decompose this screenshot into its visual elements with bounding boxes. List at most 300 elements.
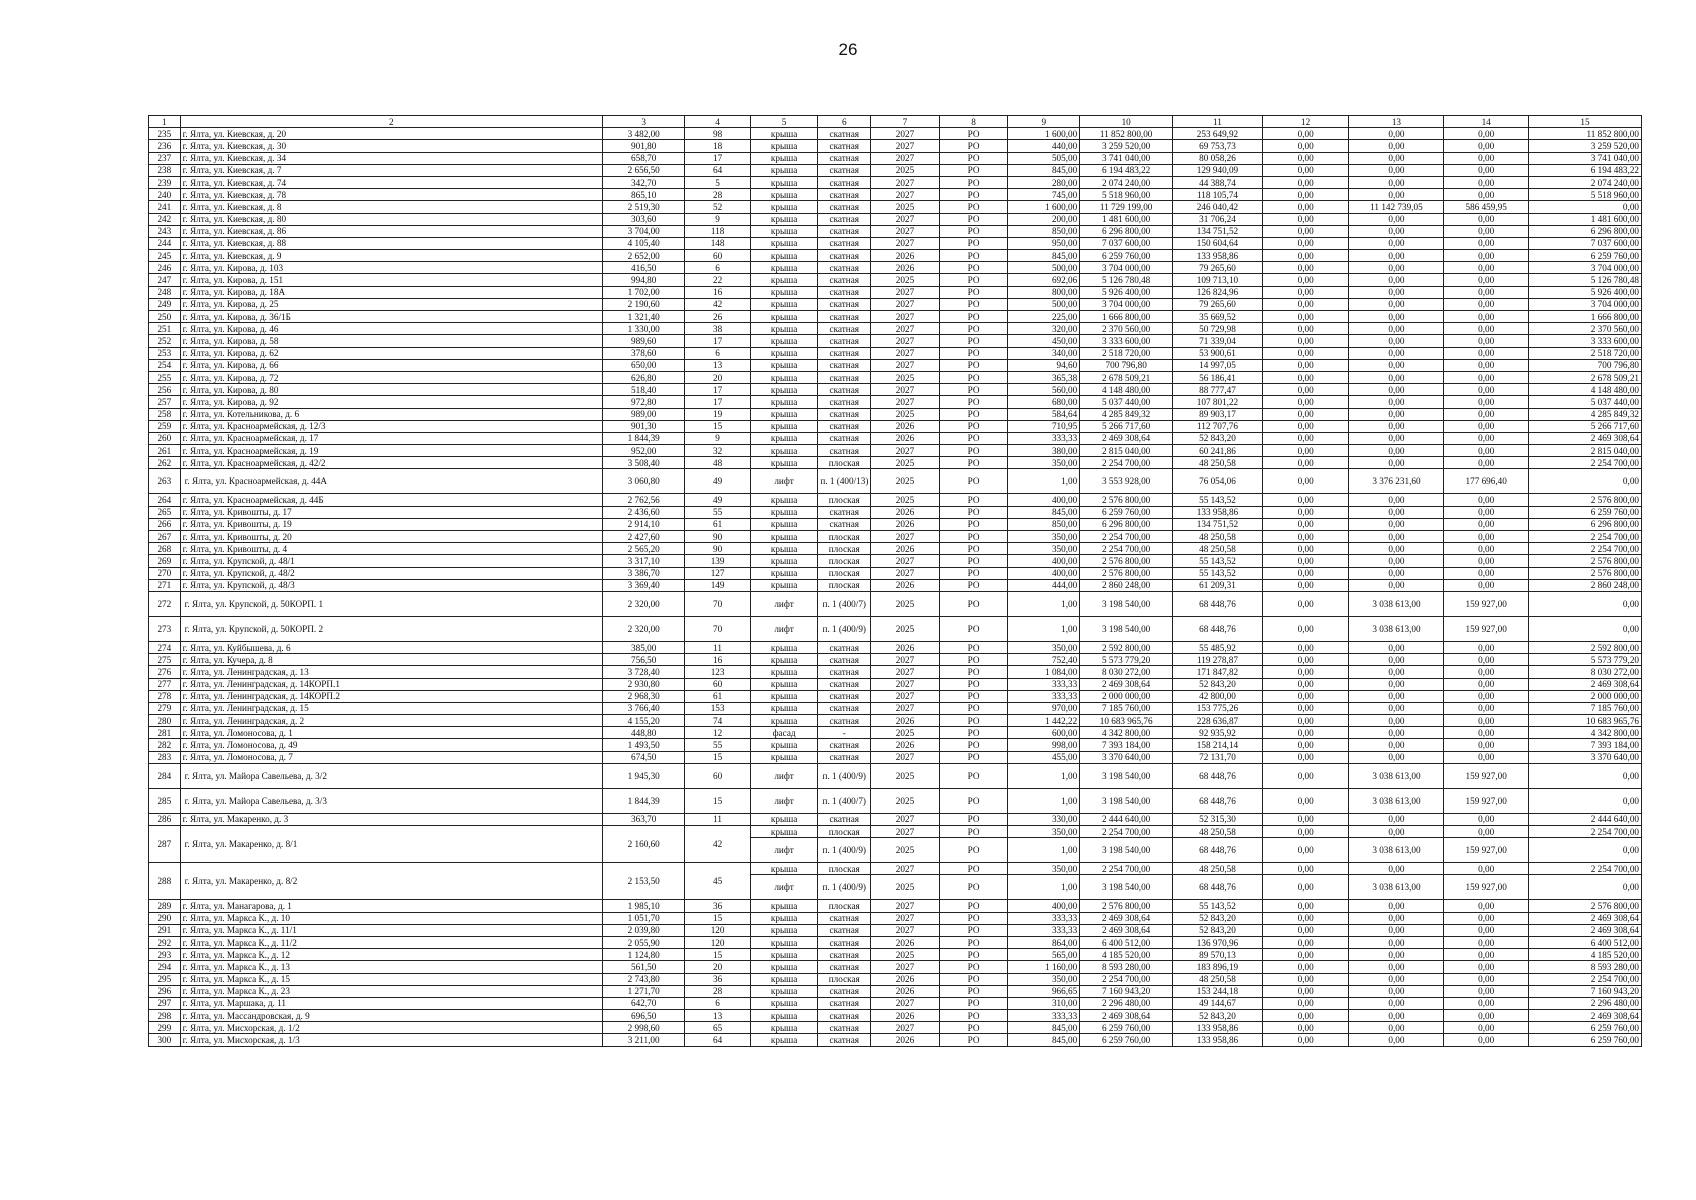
cell-row-number: 253 — [149, 347, 181, 359]
cell-fund-a: 0,00 — [1262, 298, 1349, 310]
table-row — [149, 432, 1642, 444]
header-col-2: 2 — [180, 116, 602, 128]
cell-fund-total: 0,00 — [1528, 875, 1641, 900]
cell-fund-b: 0,00 — [1349, 335, 1444, 347]
cell-address: г. Ялта, ул. Красноармейская, д. 44Б — [180, 494, 602, 506]
cell-source: РО — [939, 518, 1008, 530]
cell-volume: 1 160,00 — [1008, 961, 1080, 973]
cell-fund-a: 0,00 — [1262, 457, 1349, 469]
cell-total-cost: 3 198 540,00 — [1080, 591, 1173, 616]
header-col-13: 13 — [1349, 116, 1444, 128]
cell-row-number: 254 — [149, 359, 181, 371]
cell-year: 2027 — [871, 654, 940, 666]
cell-address: г. Ялта, ул. Майора Савельева, д. 3/2 — [180, 763, 602, 788]
cell-fund-total: 2 815 040,00 — [1528, 445, 1641, 457]
table-row — [149, 494, 1642, 506]
cell-cost-per-unit: 55 485,92 — [1173, 641, 1263, 653]
cell-fund-c: 0,00 — [1444, 250, 1528, 262]
cell-volume: 350,00 — [1008, 641, 1080, 653]
cell-fund-a: 0,00 — [1262, 997, 1349, 1009]
cell-fund-a: 0,00 — [1262, 311, 1349, 323]
cell-total-cost: 3 741 040,00 — [1080, 152, 1173, 164]
cell-source: РО — [939, 555, 1008, 567]
cell-fund-a: 0,00 — [1262, 961, 1349, 973]
cell-fund-b: 0,00 — [1349, 518, 1444, 530]
cell-area: 3 369,40 — [603, 579, 685, 591]
cell-row-number: 251 — [149, 323, 181, 335]
cell-fund-b: 0,00 — [1349, 567, 1444, 579]
cell-fund-a: 0,00 — [1262, 494, 1349, 506]
cell-element: крыша — [750, 1034, 818, 1046]
cell-area: 994,80 — [603, 274, 685, 286]
cell-address: г. Ялта, ул. Киевская, д. 78 — [180, 189, 602, 201]
cell-element: крыша — [750, 997, 818, 1009]
cell-fund-c: 0,00 — [1444, 739, 1528, 751]
cell-row-number: 286 — [149, 813, 181, 825]
cell-fund-a: 0,00 — [1262, 567, 1349, 579]
cell-fund-c: 0,00 — [1444, 432, 1528, 444]
cell-fund-total: 0,00 — [1528, 201, 1641, 213]
cell-row-number: 261 — [149, 445, 181, 457]
cell-fund-total: 2 254 700,00 — [1528, 531, 1641, 543]
cell-fund-total: 6 400 512,00 — [1528, 936, 1641, 948]
cell-fund-total: 2 469 308,64 — [1528, 432, 1641, 444]
cell-fund-b: 0,00 — [1349, 371, 1444, 383]
cell-volume: 845,00 — [1008, 1022, 1080, 1034]
cell-year: 2025 — [871, 949, 940, 961]
cell-source: РО — [939, 900, 1008, 912]
cell-fund-c: 0,00 — [1444, 371, 1528, 383]
cell-address: г. Ялта, ул. Маркса К., д. 15 — [180, 973, 602, 985]
cell-source: РО — [939, 1034, 1008, 1046]
cell-fund-b: 0,00 — [1349, 298, 1444, 310]
cell-cost-per-unit: 52 843,20 — [1173, 432, 1263, 444]
cell-work-type: скатная — [818, 384, 871, 396]
cell-row-number: 290 — [149, 912, 181, 924]
cell-element: крыша — [750, 298, 818, 310]
cell-fund-a: 0,00 — [1262, 543, 1349, 555]
cell-source: РО — [939, 347, 1008, 359]
cell-fund-b: 0,00 — [1349, 826, 1444, 838]
cell-address: г. Ялта, ул. Ломоносова, д. 1 — [180, 727, 602, 739]
cell-cost-per-unit: 55 143,52 — [1173, 567, 1263, 579]
cell-address: г. Ялта, ул. Крупской, д. 50КОРП. 1 — [180, 591, 602, 616]
cell-fund-total: 700 796,80 — [1528, 359, 1641, 371]
cell-cost-per-unit: 71 339,04 — [1173, 335, 1263, 347]
cell-address: г. Ялта, ул. Красноармейская, д. 19 — [180, 445, 602, 457]
cell-volume: 350,00 — [1008, 973, 1080, 985]
cell-source: РО — [939, 997, 1008, 1009]
cell-element: крыша — [750, 432, 818, 444]
cell-cost-per-unit: 126 824,96 — [1173, 286, 1263, 298]
cell-row-number: 277 — [149, 678, 181, 690]
cell-year: 2027 — [871, 335, 940, 347]
cell-year: 2027 — [871, 863, 940, 875]
cell-fund-a: 0,00 — [1262, 838, 1349, 863]
cell-element: крыша — [750, 213, 818, 225]
cell-row-number: 258 — [149, 408, 181, 420]
cell-year: 2025 — [871, 457, 940, 469]
cell-row-number: 237 — [149, 152, 181, 164]
cell-area: 1 702,00 — [603, 286, 685, 298]
cell-total-cost: 6 259 760,00 — [1080, 506, 1173, 518]
cell-element: лифт — [750, 875, 818, 900]
table-row — [149, 201, 1642, 213]
cell-residents: 42 — [685, 298, 750, 310]
cell-address: г. Ялта, ул. Киевская, д. 88 — [180, 237, 602, 249]
cell-total-cost: 2 592 800,00 — [1080, 641, 1173, 653]
cell-work-type: плоская — [818, 543, 871, 555]
cell-work-type: плоская — [818, 863, 871, 875]
table-row — [149, 555, 1642, 567]
cell-cost-per-unit: 119 278,87 — [1173, 654, 1263, 666]
cell-row-number: 278 — [149, 690, 181, 702]
cell-residents: 16 — [685, 286, 750, 298]
cell-element: крыша — [750, 347, 818, 359]
cell-fund-a: 0,00 — [1262, 739, 1349, 751]
cell-row-number: 299 — [149, 1022, 181, 1034]
table-row — [149, 347, 1642, 359]
cell-work-type: скатная — [818, 1022, 871, 1034]
cell-fund-c: 0,00 — [1444, 1034, 1528, 1046]
cell-fund-c: 0,00 — [1444, 949, 1528, 961]
cell-address: г. Ялта, ул. Кирова, д. 58 — [180, 335, 602, 347]
cell-year: 2027 — [871, 924, 940, 936]
table-row — [149, 420, 1642, 432]
cell-work-type: плоская — [818, 900, 871, 912]
cell-work-type: скатная — [818, 985, 871, 997]
cell-cost-per-unit: 48 250,58 — [1173, 973, 1263, 985]
cell-total-cost: 7 393 184,00 — [1080, 739, 1173, 751]
cell-element: крыша — [750, 384, 818, 396]
cell-cost-per-unit: 68 448,76 — [1173, 838, 1263, 863]
cell-work-type: плоская — [818, 567, 871, 579]
header-col-10: 10 — [1080, 116, 1173, 128]
cell-work-type: скатная — [818, 1010, 871, 1022]
cell-cost-per-unit: 253 649,92 — [1173, 128, 1263, 140]
cell-volume: 350,00 — [1008, 863, 1080, 875]
cell-fund-b: 0,00 — [1349, 408, 1444, 420]
cell-residents: 120 — [685, 924, 750, 936]
cell-source: РО — [939, 727, 1008, 739]
cell-year: 2025 — [871, 201, 940, 213]
cell-row-number: 281 — [149, 727, 181, 739]
cell-fund-c: 0,00 — [1444, 826, 1528, 838]
cell-source: РО — [939, 591, 1008, 616]
cell-volume: 333,33 — [1008, 1010, 1080, 1022]
cell-address: г. Ялта, ул. Ломоносова, д. 7 — [180, 751, 602, 763]
cell-source: РО — [939, 164, 1008, 176]
cell-fund-a: 0,00 — [1262, 555, 1349, 567]
cell-fund-total: 2 469 308,64 — [1528, 1010, 1641, 1022]
cell-area: 416,50 — [603, 262, 685, 274]
cell-work-type: скатная — [818, 702, 871, 714]
cell-volume: 845,00 — [1008, 164, 1080, 176]
header-col-6: 6 — [818, 116, 871, 128]
cell-fund-c: 0,00 — [1444, 531, 1528, 543]
table-row — [149, 751, 1642, 763]
cell-fund-total: 2 592 800,00 — [1528, 641, 1641, 653]
cell-residents: 127 — [685, 567, 750, 579]
table-row — [149, 237, 1642, 249]
cell-element: крыша — [750, 641, 818, 653]
cell-volume: 330,00 — [1008, 813, 1080, 825]
cell-fund-c: 0,00 — [1444, 567, 1528, 579]
cell-year: 2026 — [871, 579, 940, 591]
table-row — [149, 826, 1642, 838]
cell-work-type: скатная — [818, 408, 871, 420]
cell-work-type: скатная — [818, 924, 871, 936]
cell-fund-a: 0,00 — [1262, 347, 1349, 359]
cell-row-number: 292 — [149, 936, 181, 948]
cell-fund-b: 0,00 — [1349, 213, 1444, 225]
table-row — [149, 900, 1642, 912]
cell-address: г. Ялта, ул. Манагарова, д. 1 — [180, 900, 602, 912]
cell-total-cost: 2 254 700,00 — [1080, 973, 1173, 985]
cell-fund-b: 0,00 — [1349, 715, 1444, 727]
cell-year: 2026 — [871, 1010, 940, 1022]
cell-residents: 16 — [685, 654, 750, 666]
cell-fund-total: 3 741 040,00 — [1528, 152, 1641, 164]
cell-fund-total: 5 573 779,20 — [1528, 654, 1641, 666]
cell-fund-c: 0,00 — [1444, 997, 1528, 1009]
cell-address: г. Ялта, ул. Киевская, д. 7 — [180, 164, 602, 176]
cell-source: РО — [939, 912, 1008, 924]
cell-fund-a: 0,00 — [1262, 985, 1349, 997]
table-row — [149, 1010, 1642, 1022]
cell-work-type: плоская — [818, 531, 871, 543]
cell-work-type: скатная — [818, 739, 871, 751]
cell-volume: 970,00 — [1008, 702, 1080, 714]
cell-fund-c: 159 927,00 — [1444, 591, 1528, 616]
cell-fund-total: 2 254 700,00 — [1528, 863, 1641, 875]
cell-fund-b: 0,00 — [1349, 900, 1444, 912]
cell-element: лифт — [750, 763, 818, 788]
cell-work-type: скатная — [818, 189, 871, 201]
cell-element: крыша — [750, 323, 818, 335]
table-row — [149, 715, 1642, 727]
cell-residents: 15 — [685, 420, 750, 432]
cell-volume: 745,00 — [1008, 189, 1080, 201]
cell-residents: 38 — [685, 323, 750, 335]
cell-fund-c: 0,00 — [1444, 936, 1528, 948]
cell-residents: 13 — [685, 359, 750, 371]
cell-work-type: плоская — [818, 494, 871, 506]
cell-total-cost: 6 296 800,00 — [1080, 518, 1173, 530]
cell-volume: 400,00 — [1008, 555, 1080, 567]
cell-address: г. Ялта, ул. Ленинградская, д. 15 — [180, 702, 602, 714]
cell-fund-a: 0,00 — [1262, 506, 1349, 518]
cell-fund-c: 0,00 — [1444, 1022, 1528, 1034]
cell-element: крыша — [750, 250, 818, 262]
cell-element: фасад — [750, 727, 818, 739]
cell-area: 518,40 — [603, 384, 685, 396]
cell-element: крыша — [750, 543, 818, 555]
cell-source: РО — [939, 189, 1008, 201]
cell-volume: 333,33 — [1008, 924, 1080, 936]
cell-work-type: скатная — [818, 961, 871, 973]
cell-year: 2025 — [871, 788, 940, 813]
cell-row-number: 240 — [149, 189, 181, 201]
table-row — [149, 384, 1642, 396]
cell-source: РО — [939, 396, 1008, 408]
cell-volume: 310,00 — [1008, 997, 1080, 1009]
cell-source: РО — [939, 924, 1008, 936]
cell-area: 642,70 — [603, 997, 685, 1009]
cell-fund-c: 0,00 — [1444, 518, 1528, 530]
cell-fund-a: 0,00 — [1262, 420, 1349, 432]
cell-row-number: 263 — [149, 469, 181, 494]
cell-year: 2025 — [871, 274, 940, 286]
cell-work-type: скатная — [818, 690, 871, 702]
cell-work-type: скатная — [818, 371, 871, 383]
cell-fund-a: 0,00 — [1262, 152, 1349, 164]
cell-year: 2026 — [871, 985, 940, 997]
cell-volume: 350,00 — [1008, 457, 1080, 469]
cell-fund-a: 0,00 — [1262, 678, 1349, 690]
cell-fund-b: 0,00 — [1349, 347, 1444, 359]
cell-year: 2027 — [871, 997, 940, 1009]
cell-fund-a: 0,00 — [1262, 237, 1349, 249]
cell-total-cost: 6 259 760,00 — [1080, 1022, 1173, 1034]
cell-cost-per-unit: 60 241,86 — [1173, 445, 1263, 457]
cell-total-cost: 11 729 199,00 — [1080, 201, 1173, 213]
table-row — [149, 739, 1642, 751]
cell-volume: 1,00 — [1008, 616, 1080, 641]
cell-fund-total: 2 860 248,00 — [1528, 579, 1641, 591]
cell-fund-b: 0,00 — [1349, 1010, 1444, 1022]
cell-total-cost: 4 148 480,00 — [1080, 384, 1173, 396]
cell-address: г. Ялта, ул. Кирова, д. 36/1Б — [180, 311, 602, 323]
cell-volume: 850,00 — [1008, 225, 1080, 237]
cell-area: 303,60 — [603, 213, 685, 225]
cell-fund-a: 0,00 — [1262, 408, 1349, 420]
cell-area: 2 968,30 — [603, 690, 685, 702]
cell-residents: 11 — [685, 813, 750, 825]
cell-total-cost: 2 254 700,00 — [1080, 543, 1173, 555]
cell-address: г. Ялта, ул. Кривошты, д. 19 — [180, 518, 602, 530]
cell-source: РО — [939, 985, 1008, 997]
cell-fund-a: 0,00 — [1262, 176, 1349, 188]
cell-residents: 15 — [685, 788, 750, 813]
cell-total-cost: 8 030 272,00 — [1080, 666, 1173, 678]
cell-area: 2 153,50 — [603, 863, 685, 900]
cell-fund-b: 0,00 — [1349, 641, 1444, 653]
cell-cost-per-unit: 48 250,58 — [1173, 531, 1263, 543]
table-row — [149, 152, 1642, 164]
cell-residents: 123 — [685, 666, 750, 678]
cell-element: крыша — [750, 201, 818, 213]
cell-residents: 12 — [685, 727, 750, 739]
cell-source: РО — [939, 225, 1008, 237]
cell-fund-a: 0,00 — [1262, 690, 1349, 702]
cell-total-cost: 2 576 800,00 — [1080, 494, 1173, 506]
cell-residents: 22 — [685, 274, 750, 286]
cell-fund-total: 4 342 800,00 — [1528, 727, 1641, 739]
cell-fund-b: 0,00 — [1349, 262, 1444, 274]
cell-total-cost: 5 266 717,60 — [1080, 420, 1173, 432]
cell-area: 658,70 — [603, 152, 685, 164]
cell-element: крыша — [750, 702, 818, 714]
cell-area: 2 743,80 — [603, 973, 685, 985]
table-row — [149, 189, 1642, 201]
cell-residents: 42 — [685, 826, 750, 863]
cell-row-number: 242 — [149, 213, 181, 225]
table-row — [149, 1022, 1642, 1034]
cell-fund-c: 0,00 — [1444, 727, 1528, 739]
cell-total-cost: 8 593 280,00 — [1080, 961, 1173, 973]
table-row — [149, 973, 1642, 985]
cell-fund-a: 0,00 — [1262, 702, 1349, 714]
cell-source: РО — [939, 690, 1008, 702]
table-row — [149, 727, 1642, 739]
cell-total-cost: 700 796,80 — [1080, 359, 1173, 371]
cell-volume: 692,06 — [1008, 274, 1080, 286]
cell-row-number: 262 — [149, 457, 181, 469]
cell-work-type: скатная — [818, 286, 871, 298]
cell-work-type: - — [818, 727, 871, 739]
table-row — [149, 506, 1642, 518]
cell-row-number: 249 — [149, 298, 181, 310]
cell-fund-c: 0,00 — [1444, 666, 1528, 678]
cell-residents: 17 — [685, 152, 750, 164]
cell-work-type: скатная — [818, 715, 871, 727]
cell-fund-total: 7 185 760,00 — [1528, 702, 1641, 714]
header-col-14: 14 — [1444, 116, 1528, 128]
cell-area: 4 105,40 — [603, 237, 685, 249]
cell-fund-total: 0,00 — [1528, 616, 1641, 641]
cell-cost-per-unit: 118 105,74 — [1173, 189, 1263, 201]
cell-element: крыша — [750, 359, 818, 371]
cell-fund-b: 0,00 — [1349, 152, 1444, 164]
cell-element: крыша — [750, 506, 818, 518]
cell-work-type: п. 1 (400/9) — [818, 875, 871, 900]
cell-row-number: 293 — [149, 949, 181, 961]
cell-work-type: п. 1 (400/9) — [818, 616, 871, 641]
cell-row-number: 294 — [149, 961, 181, 973]
cell-area: 952,00 — [603, 445, 685, 457]
cell-fund-total: 0,00 — [1528, 788, 1641, 813]
cell-source: РО — [939, 176, 1008, 188]
cell-element: лифт — [750, 591, 818, 616]
table-row — [149, 591, 1642, 616]
cell-fund-c: 159 927,00 — [1444, 763, 1528, 788]
cell-row-number: 285 — [149, 788, 181, 813]
cell-cost-per-unit: 107 801,22 — [1173, 396, 1263, 408]
cell-element: крыша — [750, 567, 818, 579]
cell-volume: 333,33 — [1008, 690, 1080, 702]
cell-area: 1 330,00 — [603, 323, 685, 335]
cell-residents: 15 — [685, 949, 750, 961]
cell-area: 4 155,20 — [603, 715, 685, 727]
cell-residents: 60 — [685, 763, 750, 788]
cell-cost-per-unit: 55 143,52 — [1173, 494, 1263, 506]
cell-work-type: плоская — [818, 826, 871, 838]
cell-fund-b: 0,00 — [1349, 751, 1444, 763]
cell-fund-total: 5 037 440,00 — [1528, 396, 1641, 408]
cell-total-cost: 2 296 480,00 — [1080, 997, 1173, 1009]
cell-year: 2026 — [871, 506, 940, 518]
cell-residents: 60 — [685, 678, 750, 690]
cell-volume: 505,00 — [1008, 152, 1080, 164]
cell-fund-b: 0,00 — [1349, 420, 1444, 432]
cell-residents: 70 — [685, 616, 750, 641]
cell-row-number: 241 — [149, 201, 181, 213]
cell-source: РО — [939, 567, 1008, 579]
cell-fund-b: 0,00 — [1349, 702, 1444, 714]
cell-total-cost: 5 573 779,20 — [1080, 654, 1173, 666]
cell-volume: 966,65 — [1008, 985, 1080, 997]
